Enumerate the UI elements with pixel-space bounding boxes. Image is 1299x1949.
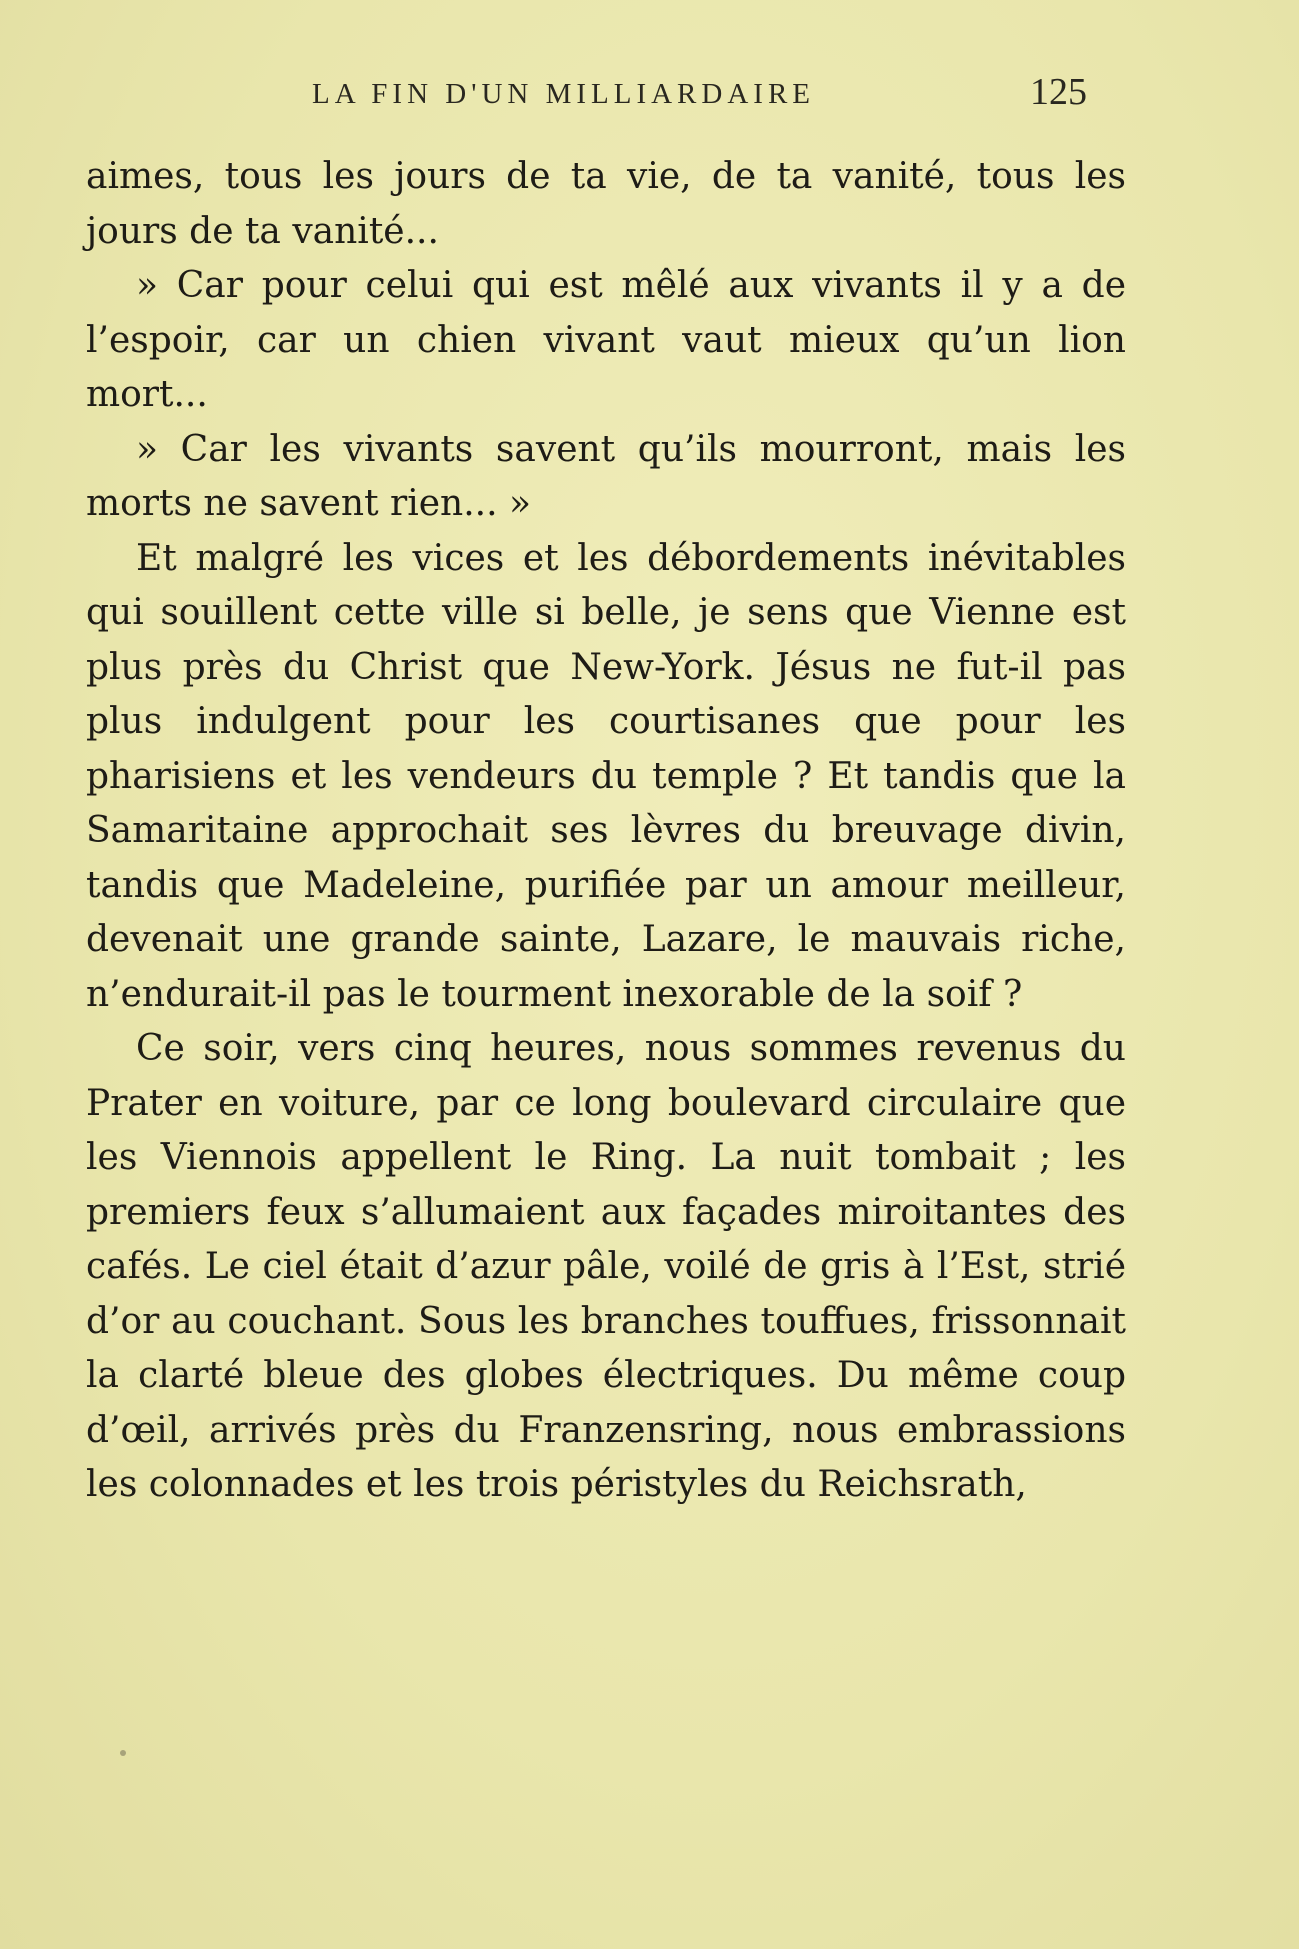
paragraph-vienne: Et malgré les vices et les débordements inévitables qui souillent cette ville si belle, je sens que Vienne est plus près du Christ que New-York. Jésus ne fut-il pas plus indulgent pour les courtisanes que pour les pharisiens et les vendeurs du temple ? Et tandis que la Samaritaine approchait ses lèvres du breuvage divin, tandis que Madeleine, purifiée par un amour meilleur, devenait une grande sainte, Lazare, le mauvais riche, n’endurait-il pas le tourment inexorable de la soif ? (86, 537, 1126, 1015)
paragraph-continuation: aimes, tous les jours de ta vie, de ta vanité, tous les jours de ta vanité... (86, 156, 1126, 252)
paragraph-quote-1: » Car pour celui qui est mêlé aux vivants il y a de l’espoir, car un chien vivant vaut mieux qu’un lion mort... (86, 265, 1126, 415)
page-number: 125 (1030, 71, 1087, 113)
body-text (86, 150, 1126, 1513)
running-head-title: LA FIN D'UN MILLIARDAIRE (312, 78, 816, 110)
paragraph-ring: Ce soir, vers cinq heures, nous sommes revenus du Prater en voiture, par ce long boulevard circulaire que les Viennois appellent le Ring. La nuit tombait ; les premiers feux s’allumaient aux façades miroitantes des cafés. Le ciel était d’azur pâle, voilé de gris à l’Est, strié d’or au couchant. Sous les branches touffues, frissonnait la clarté bleue des globes électriques. Du même coup d’œil, arrivés près du Franzensring, nous embrassions les colonnades et les trois péristyles du Reichsrath, (86, 1028, 1126, 1505)
paragraph-quote-2: » Car les vivants savent qu’ils mourront, mais les morts ne savent rien... » (86, 428, 1126, 524)
paper-speck (120, 1750, 126, 1756)
